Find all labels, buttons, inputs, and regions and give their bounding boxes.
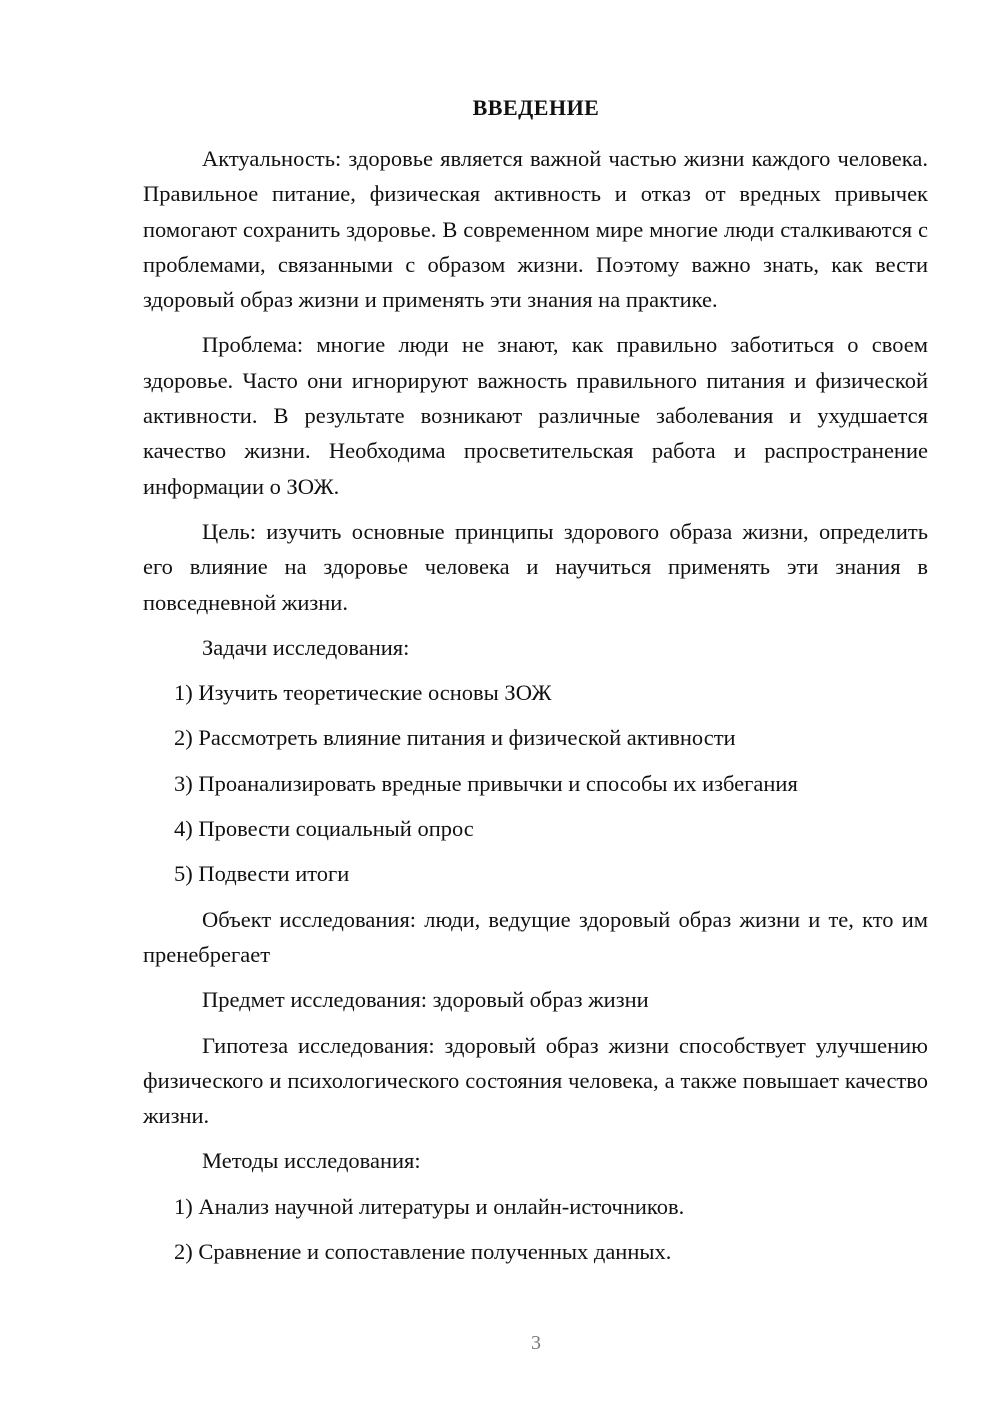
list-item: 1) Изучить теоретические основы ЗОЖ (174, 680, 552, 706)
paragraph-object: Объект исследования: люди, ведущие здоровый образ жизни и те, кто им пренебрегает (143, 906, 928, 967)
paragraph-problem: Проблема: многие люди не знают, как правильно заботиться о своем здоровье. Часто они игнорируют важность правильного питания и физической активности. В результате возникают различные заболевания и ухудшается качество жизни. Необходима просветительская работа и распространение информации о ЗОЖ. (143, 332, 928, 499)
list-item: 2) Рассмотреть влияние питания и физической активности (174, 725, 736, 751)
paragraph-subject: Предмет исследования: здоровый образ жизни (202, 987, 649, 1013)
list-item: 3) Проанализировать вредные привычки и способы их избегания (174, 770, 798, 796)
paragraph-goal: Цель: изучить основные принципы здорового образа жизни, определить его влияние на здоровье человека и научиться применять эти знания в повседневной жизни. (143, 518, 928, 615)
list-item: 5) Подвести итоги (174, 861, 350, 887)
list-item: 1) Анализ научной литературы и онлайн-источников. (174, 1193, 685, 1219)
list-item: 2) Сравнение и сопоставление полученных данных. (174, 1239, 672, 1265)
methods-heading: Методы исследования: (202, 1148, 421, 1174)
list-item: 4) Провести социальный опрос (174, 816, 474, 842)
document-body (143, 141, 928, 1279)
paragraph-relevance: Актуальность: здоровье является важной частью жизни каждого человека. Правильное питание, физическая активность и отказ от вредных привычек помогают сохранить здоровье. В современном мире многие люди сталкиваются с проблемами, связанными с образом жизни. Поэтому важно знать, как вести здоровый образ жизни и применять эти знания на практике. (143, 146, 928, 313)
tasks-heading: Задачи исследования: (202, 634, 410, 660)
methods-list (143, 1189, 928, 1270)
page-number: 3 (531, 1332, 541, 1354)
paragraph-hypothesis: Гипотеза исследования: здоровый образ жизни способствует улучшению физического и психологического состояния человека, а также повышает качество жизни. (143, 1032, 928, 1129)
tasks-list (143, 675, 928, 891)
page-title: ВВЕДЕНИЕ (472, 95, 600, 120)
